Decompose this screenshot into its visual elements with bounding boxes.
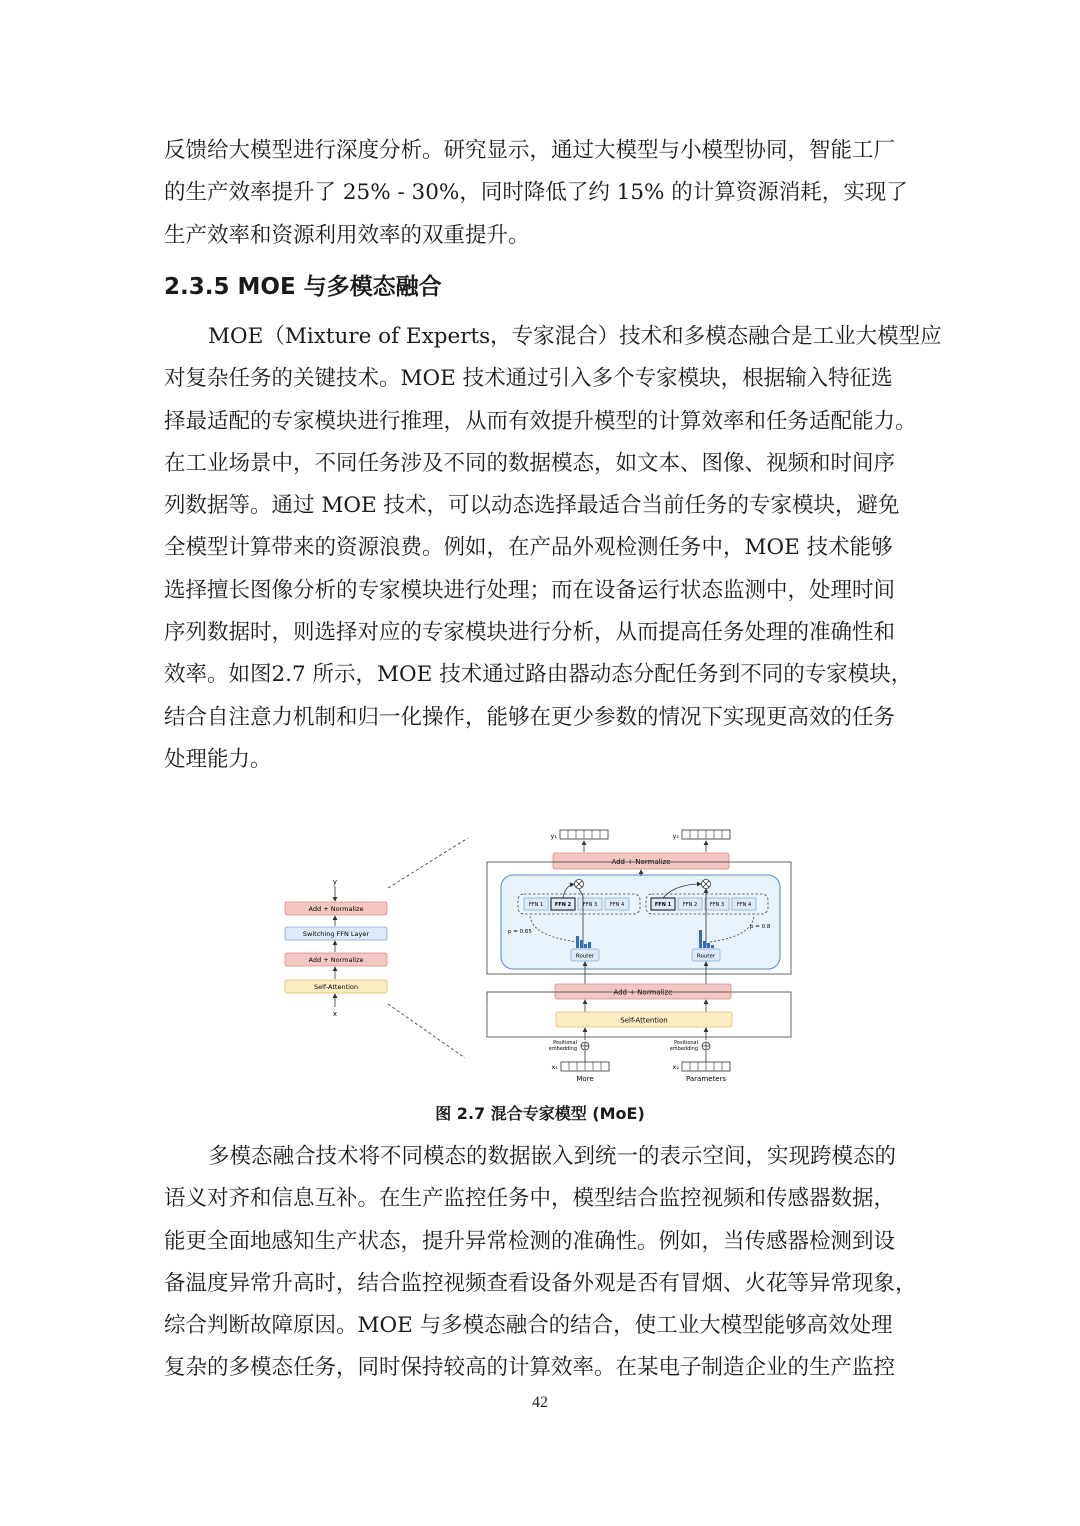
block-label: Switching FFN Layer [302, 930, 370, 938]
input-token-2 [682, 1062, 730, 1071]
token-word: Parameters [685, 1075, 727, 1083]
left-input-label: x [332, 1010, 338, 1018]
block-label: Add + Normalize [611, 858, 671, 866]
paragraph-bottom [164, 1136, 924, 1390]
input-token-1 [561, 1062, 609, 1071]
input-label-1: x₁ [551, 1063, 558, 1071]
positional-label: embedding [669, 1046, 698, 1052]
text-line: 序列数据时，则选择对应的专家模块进行分析，从而提高任务处理的准确性和 [164, 620, 896, 646]
text-line: 在工业场景中，不同任务涉及不同的数据模态，如文本、图像、视频和时间序 [164, 450, 896, 476]
right-detail [487, 830, 791, 1083]
text-line: 处理能力。 [164, 746, 272, 772]
text-line: 能更全面地感知生产状态，提升异常检测的准确性。例如，当传感器检测到设 [164, 1228, 896, 1254]
block-label: Self-Attention [620, 1016, 668, 1025]
text-line: 多模态融合技术将不同模态的数据嵌入到统一的表示空间，实现跨模态的 [208, 1144, 897, 1169]
block-label: Self-Attention [313, 983, 359, 991]
input-label-2: x₂ [672, 1063, 679, 1071]
positional-label: embedding [548, 1046, 577, 1052]
text-line: 复杂的多模态任务，同时保持较高的计算效率。在某电子制造企业的生产监控 [164, 1355, 896, 1381]
text-line: 反馈给大模型进行深度分析。研究显示，通过大模型与小模型协同，智能工厂 [164, 138, 896, 163]
output-token-1 [560, 830, 608, 839]
text-line: 生产效率和资源利用效率的双重提升。 [164, 222, 530, 248]
text-line: 效率。如图2.7 所示，MOE 技术通过路由器动态分配任务到不同的专家模块， [164, 662, 913, 688]
block-label: Add + Normalize [308, 905, 364, 913]
figure-caption: 图 2.7 混合专家模型 (MoE) [435, 1104, 645, 1123]
expert-label: FFN 1 [654, 902, 672, 908]
expert-label: FFN 2 [682, 902, 698, 908]
expert-label: FFN 3 [582, 902, 598, 908]
text-line: MOE（Mixture of Experts，专家混合）技术和多模态融合是工业大模型应 [208, 324, 942, 349]
positional-label: Positional [674, 1040, 698, 1046]
text-line: 备温度异常升高时，结合监控视频查看设备外观是否有冒烟、火花等异常现象， [164, 1270, 917, 1296]
probability-label: p = 0.8 [750, 924, 771, 930]
text-line: 语义对齐和信息互补。在生产监控任务中，模型结合监控视频和传感器数据， [164, 1186, 896, 1212]
block-label: Add + Normalize [308, 956, 364, 964]
paragraph-moe [164, 316, 942, 781]
zoom-line-top [388, 838, 468, 888]
positional-label: Positional [553, 1040, 577, 1046]
output-label-1: y₁ [550, 832, 557, 840]
output-label-2: y₂ [672, 832, 679, 840]
zoom-line-bottom [388, 1004, 465, 1058]
section-heading [164, 268, 442, 301]
text-line: 综合判断故障原因。MOE 与多模态融合的结合，使工业大模型能够高效处理 [164, 1313, 893, 1339]
expert-label: FFN 4 [736, 902, 752, 908]
text-line: 列数据等。通过 MOE 技术，可以动态选择最适合当前任务的专家模块，避免 [164, 493, 900, 519]
left-stack [285, 878, 387, 1018]
router-label: Router [575, 953, 595, 960]
output-token-2 [682, 830, 730, 839]
expert-label: FFN 3 [709, 902, 725, 908]
left-output-label: y [332, 878, 338, 886]
page-number: 42 [532, 1394, 548, 1411]
text-line: 择最适配的专家模块进行推理，从而有效提升模型的计算效率和任务适配能力。 [164, 408, 917, 434]
expert-label: FFN 1 [528, 902, 544, 908]
text-line: 选择擅长图像分析的专家模块进行处理；而在设备运行状态监测中，处理时间 [164, 577, 896, 603]
moe-layer-box [501, 875, 780, 969]
section-title: MOE 与多模态融合 [237, 274, 442, 300]
section-number: 2.3.5 [164, 274, 230, 300]
block-label: Add + Normalize [613, 988, 673, 997]
expert-label: FFN 4 [609, 902, 625, 908]
text-line: 对复杂任务的关键技术。MOE 技术通过引入多个专家模块，根据输入特征选 [164, 366, 893, 392]
expert-label: FFN 2 [554, 902, 572, 908]
text-line: 的生产效率提升了 25% - 30%，同时降低了约 15% 的计算资源消耗，实现了 [164, 180, 908, 206]
token-word: More [576, 1075, 594, 1083]
text-line: 全模型计算带来的资源浪费。例如，在产品外观检测任务中，MOE 技术能够 [164, 535, 893, 561]
router-label: Router [696, 953, 716, 960]
probability-label: p = 0.65 [508, 929, 532, 935]
text-line: 结合自注意力机制和归一化操作，能够在更少参数的情况下实现更高效的任务 [164, 704, 896, 730]
moe-diagram [280, 826, 800, 1088]
paragraph-top [164, 130, 924, 257]
